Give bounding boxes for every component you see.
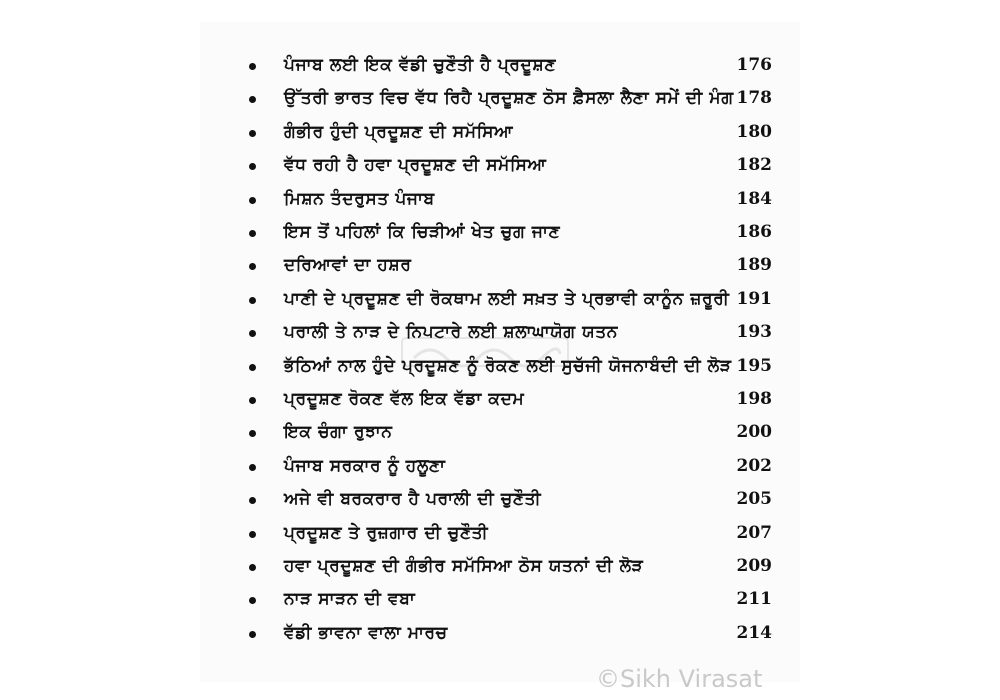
toc-entry-page-number: 214 [736, 623, 772, 643]
toc-entry-title: ਮਿਸ਼ਨ ਤੰਦਰੁਸਤ ਪੰਜਾਬ [284, 189, 435, 209]
toc-entry-title: ਅਜੇ ਵੀ ਬਰਕਰਾਰ ਹੈ ਪਰਾਲੀ ਦੀ ਚੁਣੌਤੀ [284, 489, 542, 509]
toc-entry-title: ਪਰਾਲੀ ਤੇ ਨਾੜ ਦੇ ਨਿਪਟਾਰੇ ਲਈ ਸ਼ਲਾਘਾਯੋਗ ਯਤਨ [284, 322, 619, 342]
toc-entry-title: ਉੱਤਰੀ ਭਾਰਤ ਵਿਚ ਵੱਧ ਰਿਹੈ ਪ੍ਰਦੂਸ਼ਣ ਠੋਸ ਫ਼ੈਸਲਾ ਲੈਣਾ ਸਮੇਂ ਦੀ ਮੰਗ [284, 88, 734, 108]
toc-entry [0, 185, 1000, 219]
toc-entry-title: ਪ੍ਰਦੂਸ਼ਣ ਰੋਕਣ ਵੱਲ ਇਕ ਵੱਡਾ ਕਦਮ [284, 389, 525, 409]
toc-entry [0, 385, 1000, 419]
toc-entry-page-number: 186 [736, 222, 772, 242]
bullet-icon [249, 497, 256, 504]
toc-entry-page-number: 198 [736, 389, 772, 409]
toc-entry-title: ਭੱਠਿਆਂ ਨਾਲ ਹੁੰਦੇ ਪ੍ਰਦੂਸ਼ਣ ਨੂੰ ਰੋਕਣ ਲਈ ਸੁਚੱਜੀ ਯੋਜਨਾਬੰਦੀ ਦੀ ਲੋੜ [284, 356, 732, 376]
toc-entry-page-number: 180 [736, 122, 772, 142]
bullet-icon [249, 564, 256, 571]
bullet-icon [249, 63, 256, 70]
bullet-icon [249, 597, 256, 604]
toc-entry-title: ਇਕ ਚੰਗਾ ਰੁਝਾਨ [284, 422, 393, 442]
toc-entry-title: ਪਾਣੀ ਦੇ ਪ੍ਰਦੂਸ਼ਣ ਦੀ ਰੋਕਥਾਮ ਲਈ ਸਖ਼ਤ ਤੇ ਪ੍ਰਭਾਵੀ ਕਾਨੂੰਨ ਜ਼ਰੂਰੀ [284, 289, 730, 309]
toc-entry-page-number: 195 [736, 356, 772, 376]
toc-entry [0, 485, 1000, 519]
toc-entry-page-number: 184 [736, 189, 772, 209]
toc-entry [0, 552, 1000, 586]
bullet-icon [249, 197, 256, 204]
toc-entry [0, 151, 1000, 185]
toc-entry [0, 418, 1000, 452]
toc-entry-page-number: 178 [736, 88, 772, 108]
toc-entry [0, 84, 1000, 118]
bullet-icon [249, 330, 256, 337]
toc-entry [0, 352, 1000, 386]
toc-entry-title: ਨਾੜ ਸਾੜਨ ਦੀ ਵਬਾ [284, 589, 416, 609]
bullet-icon [249, 297, 256, 304]
toc-entry-title: ਪ੍ਰਦੂਸ਼ਣ ਤੇ ਰੁਜ਼ਗਾਰ ਦੀ ਚੁਣੌਤੀ [284, 523, 489, 543]
bullet-icon [249, 263, 256, 270]
toc-entry-page-number: 191 [736, 289, 772, 309]
toc-entry [0, 519, 1000, 553]
toc-entry-page-number: 205 [736, 489, 772, 509]
toc-entry [0, 452, 1000, 486]
toc-entry [0, 285, 1000, 319]
toc-entry [0, 318, 1000, 352]
toc-entry [0, 619, 1000, 653]
bullet-icon [249, 397, 256, 404]
bullet-icon [249, 430, 256, 437]
toc-entry [0, 51, 1000, 85]
toc-entry [0, 585, 1000, 619]
toc-entry-page-number: 209 [736, 556, 772, 576]
toc-entry-page-number: 207 [736, 523, 772, 543]
toc-entry-title: ਦਰਿਆਵਾਂ ਦਾ ਹਸ਼ਰ [284, 255, 412, 275]
toc-entry-page-number: 193 [736, 322, 772, 342]
toc-entry-page-number: 176 [736, 55, 772, 75]
bullet-icon [249, 531, 256, 538]
toc-entry-title: ਪੰਜਾਬ ਸਰਕਾਰ ਨੂੰ ਹਲੂਣਾ [284, 456, 446, 476]
copyright-watermark: ©Sikh Virasat [596, 665, 763, 693]
bullet-icon [249, 464, 256, 471]
bullet-icon [249, 364, 256, 371]
bullet-icon [249, 631, 256, 638]
bullet-icon [249, 230, 256, 237]
bullet-icon [249, 96, 256, 103]
toc-entry-title: ਗੰਭੀਰ ਹੁੰਦੀ ਪ੍ਰਦੂਸ਼ਣ ਦੀ ਸਮੱਸਿਆ [284, 122, 514, 142]
toc-entry-title: ਵੱਡੀ ਭਾਵਨਾ ਵਾਲਾ ਮਾਰਚ [284, 623, 448, 643]
toc-entry [0, 218, 1000, 252]
toc-entry-page-number: 189 [736, 255, 772, 275]
toc-entry-page-number: 211 [736, 589, 772, 609]
bullet-icon [249, 130, 256, 137]
bullet-icon [249, 163, 256, 170]
toc-entry [0, 118, 1000, 152]
toc-entry-title: ਵੱਧ ਰਹੀ ਹੈ ਹਵਾ ਪ੍ਰਦੂਸ਼ਣ ਦੀ ਸਮੱਸਿਆ [284, 155, 547, 175]
toc-entry-page-number: 182 [736, 155, 772, 175]
toc-entry-title: ਇਸ ਤੋਂ ਪਹਿਲਾਂ ਕਿ ਚਿੜੀਆਂ ਖੇਤ ਚੁਗ ਜਾਣ [284, 222, 561, 242]
toc-entry-title: ਹਵਾ ਪ੍ਰਦੂਸ਼ਣ ਦੀ ਗੰਭੀਰ ਸਮੱਸਿਆ ਠੋਸ ਯਤਨਾਂ ਦੀ ਲੋੜ [284, 556, 644, 576]
toc-entry-title: ਪੰਜਾਬ ਲਈ ਇਕ ਵੱਡੀ ਚੁਣੌਤੀ ਹੈ ਪ੍ਰਦੂਸ਼ਣ [284, 55, 556, 75]
toc-entry-page-number: 202 [736, 456, 772, 476]
toc-entry-page-number: 200 [736, 422, 772, 442]
toc-entry [0, 251, 1000, 285]
